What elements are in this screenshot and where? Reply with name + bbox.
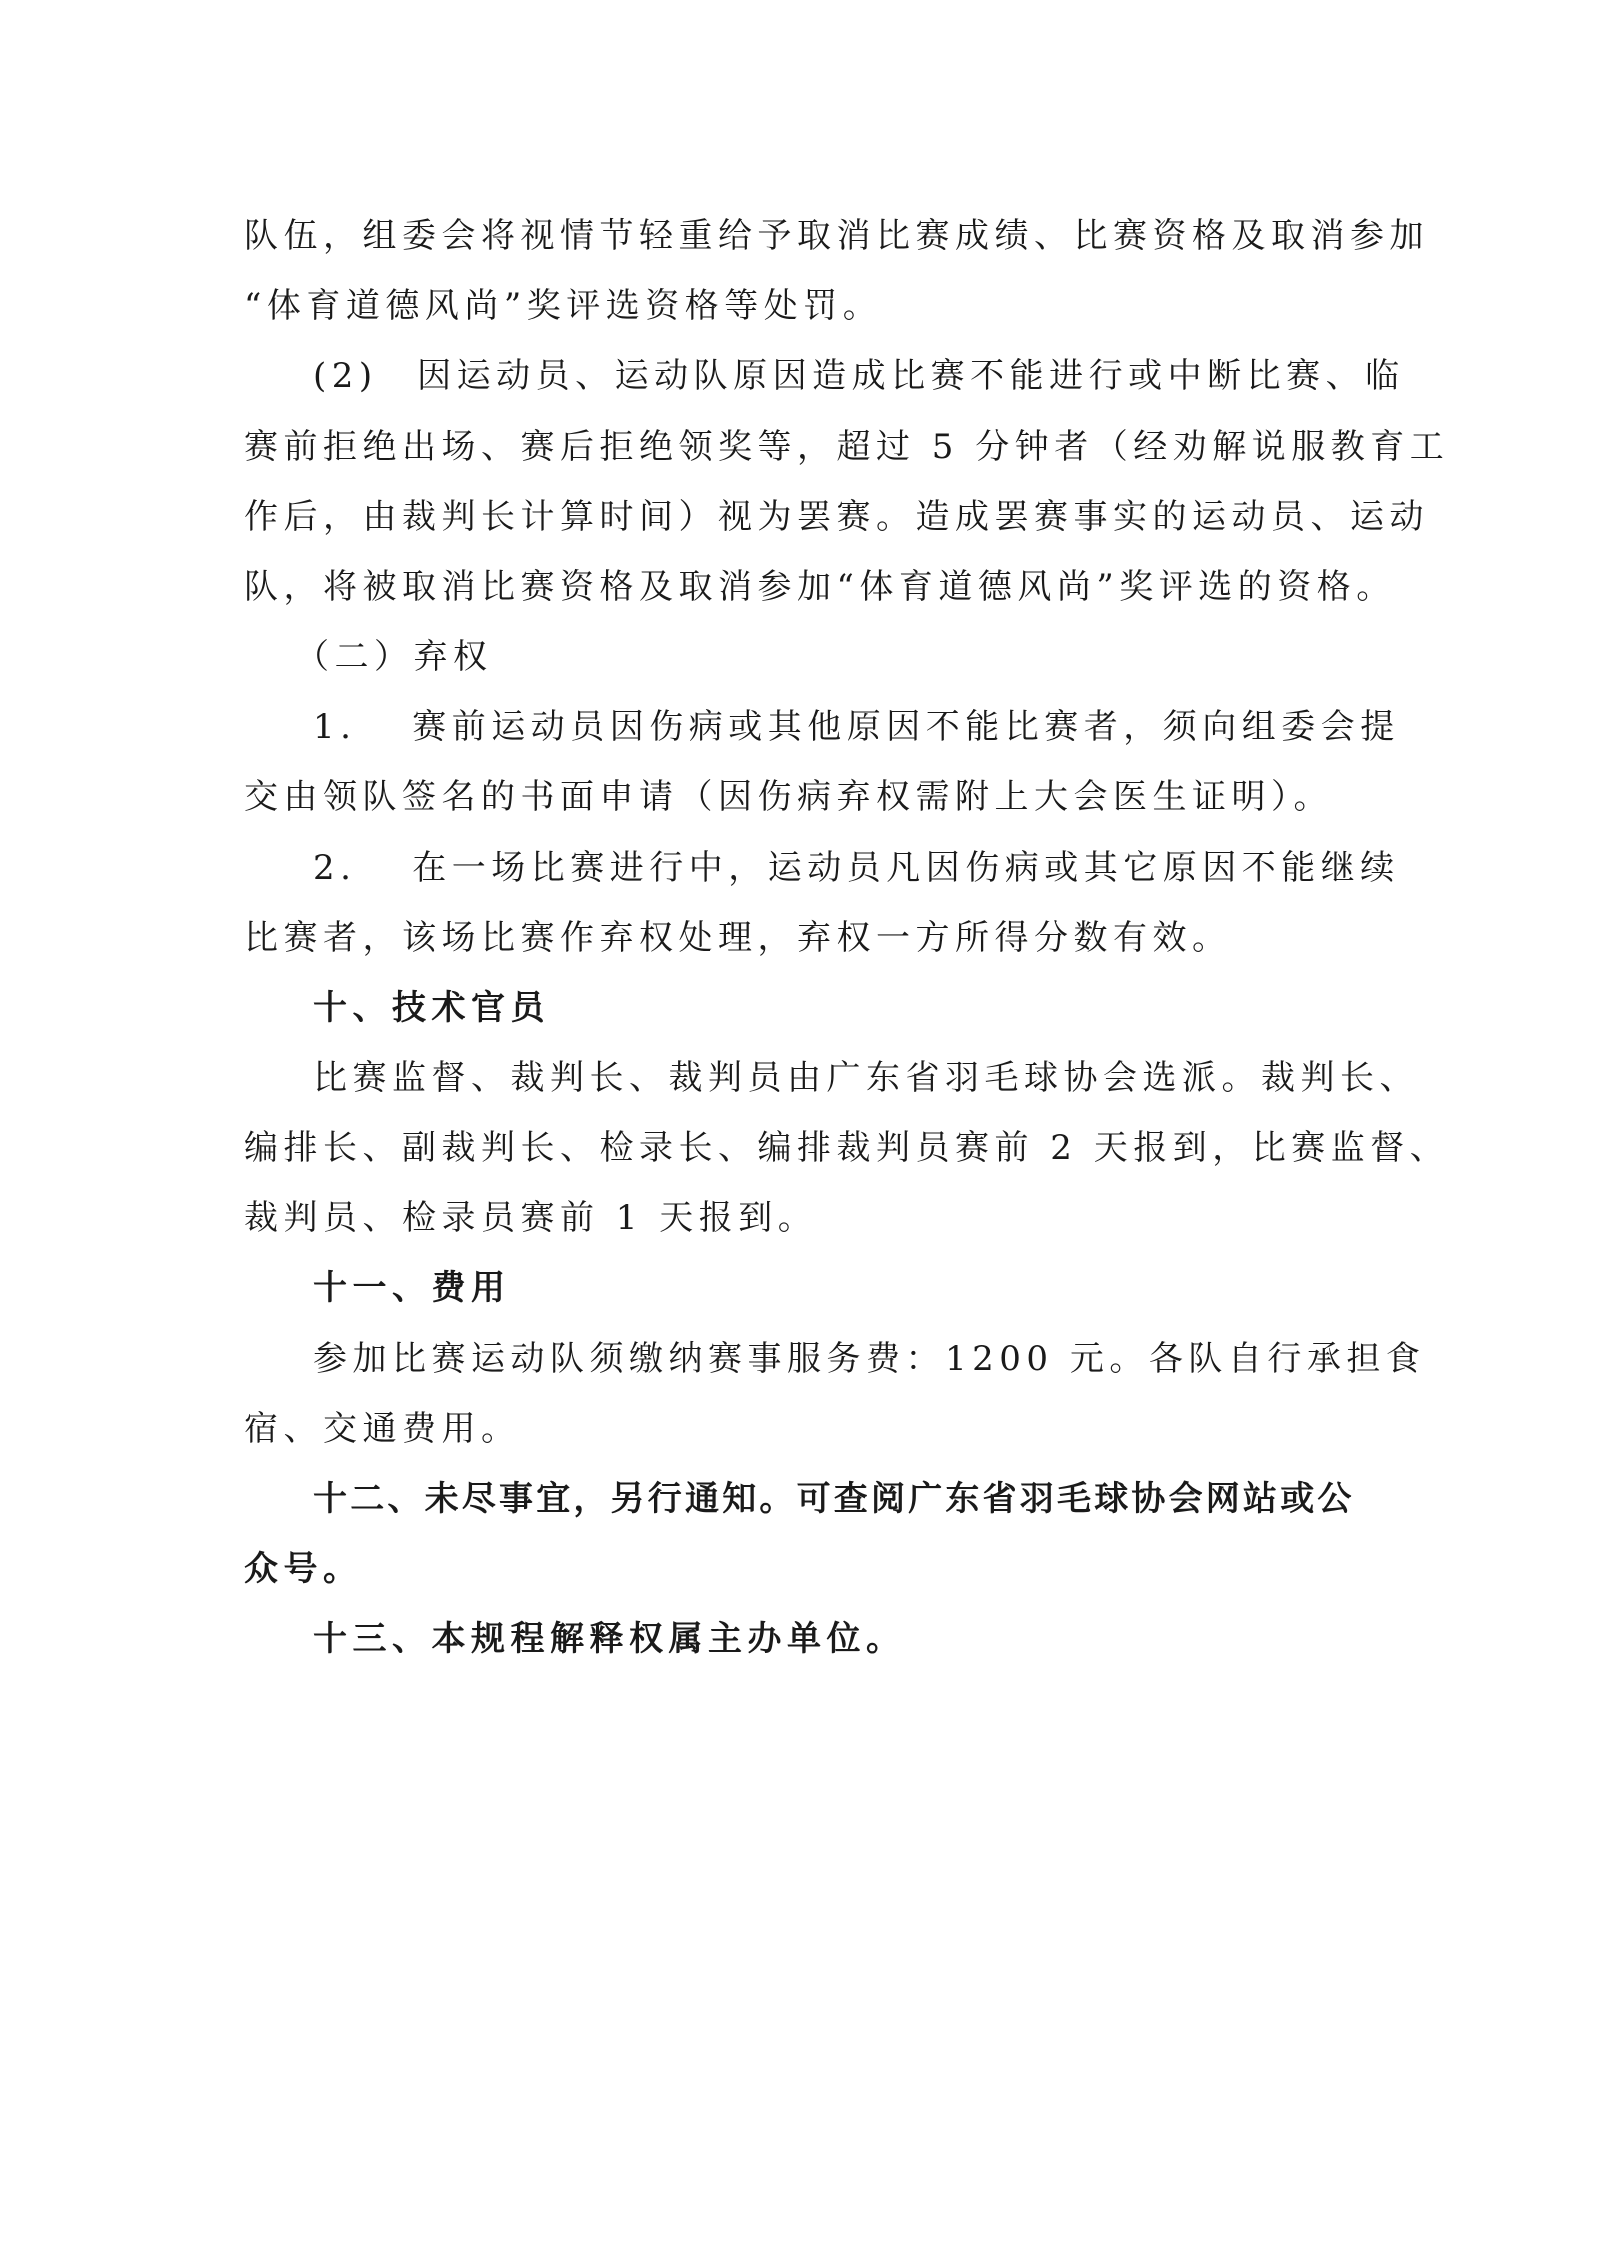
paragraph-line: 队伍，组委会将视情节轻重给予取消比赛成绩、比赛资格及取消参加 xyxy=(244,216,1429,256)
paragraph-line: 比赛监督、裁判长、裁判员由广东省羽毛球协会选派。裁判长、 xyxy=(313,1058,1419,1098)
paragraph-line: 1. 赛前运动员因伤病或其他原因不能比赛者，须向组委会提 xyxy=(313,707,1400,747)
paragraph-line: 交由领队签名的书面申请（因伤病弃权需附上大会医生证明）。 xyxy=(244,777,1333,817)
paragraph-line: 参加比赛运动队须缴纳赛事服务费：1200 元。各队自行承担食 xyxy=(313,1339,1426,1379)
paragraph-line: 赛前拒绝出场、赛后拒绝领奖等，超过 5 分钟者（经劝解说服教育工 xyxy=(244,427,1450,467)
section-heading: （二）弃权 xyxy=(295,637,493,677)
paragraph-line: 宿、交通费用。 xyxy=(244,1409,521,1449)
section-heading: 十一、费用 xyxy=(313,1268,511,1308)
paragraph-line: 编排长、副裁判长、检录长、编排裁判员赛前 2 天报到，比赛监督、 xyxy=(244,1128,1450,1168)
section-heading: 众号。 xyxy=(244,1549,363,1589)
paragraph-line: (2) 因运动员、运动队原因造成比赛不能进行或中断比赛、临 xyxy=(313,356,1405,396)
section-heading: 十、技术官员 xyxy=(313,988,550,1028)
paragraph-line: 裁判员、检录员赛前 1 天报到。 xyxy=(244,1198,818,1238)
paragraph-line: 比赛者，该场比赛作弃权处理，弃权一方所得分数有效。 xyxy=(244,918,1232,958)
paragraph-line: 队，将被取消比赛资格及取消参加“体育道德风尚”奖评选的资格。 xyxy=(244,567,1396,607)
section-heading: 十二、未尽事宜，另行通知。可查阅广东省羽毛球协会网站或公 xyxy=(313,1479,1355,1519)
paragraph-line: 2. 在一场比赛进行中，运动员凡因伤病或其它原因不能继续 xyxy=(313,848,1400,888)
section-heading: 十三、本规程解释权属主办单位。 xyxy=(313,1619,906,1659)
paragraph-line: “体育道德风尚”奖评选资格等处罚。 xyxy=(244,286,883,326)
paragraph-line: 作后，由裁判长计算时间）视为罢赛。造成罢赛事实的运动员、运动 xyxy=(244,497,1429,537)
